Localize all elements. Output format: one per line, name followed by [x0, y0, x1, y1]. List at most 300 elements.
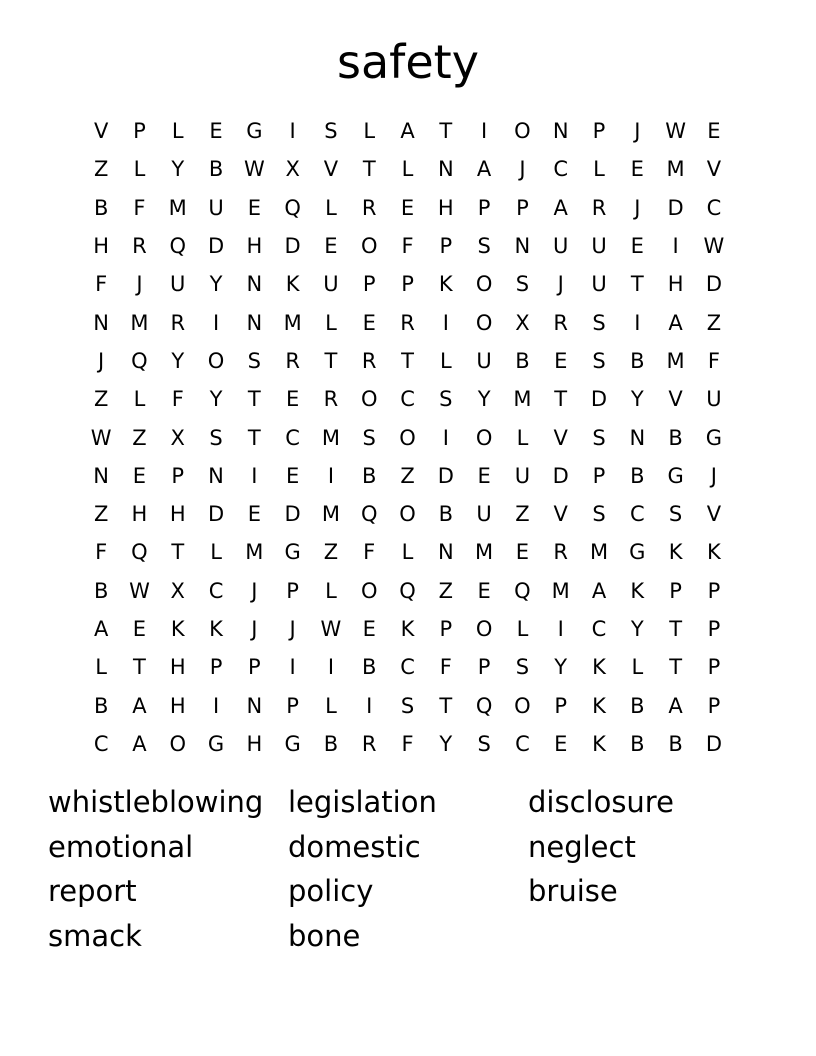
- grid-letter: C: [93, 731, 109, 756]
- grid-letter: P: [554, 693, 568, 718]
- grid-letter: R: [285, 348, 300, 373]
- grid-letter: N: [552, 119, 569, 144]
- grid-letter: D: [284, 502, 301, 527]
- grid-letter: J: [251, 617, 258, 641]
- grid-letter: I: [327, 655, 335, 680]
- grid-letter: S: [247, 348, 261, 373]
- grid-letter: T: [247, 387, 261, 412]
- grid-letter: C: [629, 502, 645, 527]
- grid-letter: F: [401, 234, 414, 259]
- grid-letter: V: [668, 387, 683, 412]
- grid-letter: L: [325, 578, 337, 603]
- grid-letter: Z: [323, 540, 339, 565]
- grid-letter: D: [284, 234, 301, 259]
- grid-letter: R: [400, 310, 415, 335]
- grid-letter: I: [442, 425, 449, 450]
- grid-letter: P: [401, 272, 414, 297]
- grid-letter: I: [366, 693, 373, 718]
- grid-letter: X: [515, 310, 530, 335]
- grid-letter: S: [592, 310, 606, 335]
- grid-letter: V: [93, 119, 109, 144]
- grid-letter: O: [475, 617, 493, 641]
- grid-letter: K: [592, 655, 606, 680]
- grid-letter: O: [207, 348, 225, 373]
- grid-letter: S: [324, 119, 338, 144]
- grid-letter: L: [325, 195, 337, 220]
- grid-letter: M: [245, 540, 264, 565]
- grid-letter: M: [589, 540, 609, 565]
- grid-letter: S: [362, 425, 376, 450]
- grid-letter: B: [668, 731, 683, 756]
- grid-letter: B: [93, 195, 109, 220]
- grid-letter: P: [592, 119, 606, 144]
- grid-letter: N: [246, 272, 263, 297]
- word-list-item: neglect: [528, 829, 636, 864]
- grid-letter: P: [209, 655, 223, 680]
- grid-letter: P: [707, 617, 721, 641]
- grid-letter: I: [327, 463, 335, 488]
- page-title: safety: [337, 35, 479, 89]
- grid-letter: E: [477, 578, 491, 603]
- grid-letter: S: [209, 425, 223, 450]
- grid-letter: S: [439, 387, 453, 412]
- grid-letter: Y: [209, 387, 223, 412]
- grid-letter: A: [132, 693, 147, 718]
- grid-letter: Q: [475, 693, 493, 718]
- grid-letter: S: [477, 234, 491, 259]
- grid-letter: R: [361, 348, 377, 373]
- grid-letter: Z: [438, 578, 454, 603]
- grid-letter: F: [95, 540, 108, 565]
- grid-letter: X: [285, 157, 300, 182]
- grid-letter: O: [475, 272, 493, 297]
- grid-letter: Q: [131, 540, 148, 565]
- grid-letter: G: [246, 119, 263, 144]
- grid-letter: E: [132, 617, 147, 641]
- grid-letter: Y: [554, 655, 568, 680]
- grid-letter: A: [591, 578, 607, 603]
- word-list-item: legislation: [288, 785, 437, 819]
- grid-letter: F: [707, 348, 720, 373]
- grid-letter: K: [592, 731, 606, 756]
- grid-letter: I: [212, 310, 220, 335]
- word-list-item: policy: [288, 874, 374, 908]
- grid-letter: M: [283, 310, 302, 335]
- grid-letter: B: [630, 693, 645, 718]
- grid-letter: T: [439, 119, 453, 144]
- grid-letter: P: [133, 119, 146, 144]
- grid-letter: J: [519, 157, 526, 182]
- grid-letter: N: [93, 310, 109, 335]
- grid-letter: W: [243, 157, 265, 182]
- grid-letter: C: [515, 731, 530, 756]
- grid-letter: H: [93, 234, 110, 259]
- grid-letter: V: [706, 502, 722, 527]
- grid-letter: R: [553, 310, 568, 335]
- grid-letter: I: [212, 693, 220, 718]
- grid-letter: D: [590, 387, 608, 412]
- grid-letter: J: [557, 272, 564, 297]
- grid-letter: R: [361, 731, 377, 756]
- grid-letter: M: [130, 310, 149, 335]
- grid-letter: P: [439, 234, 453, 259]
- grid-letter: I: [251, 463, 258, 488]
- grid-letter: U: [476, 348, 492, 373]
- grid-letter: I: [481, 119, 488, 144]
- grid-letter: M: [513, 387, 532, 412]
- grid-letter: H: [169, 502, 186, 527]
- grid-letter: P: [707, 578, 721, 603]
- grid-letter: Z: [706, 310, 722, 335]
- word-list-item: bruise: [528, 874, 618, 908]
- grid-letter: H: [169, 693, 186, 718]
- grid-letter: Z: [515, 502, 530, 527]
- grid-letter: R: [361, 195, 377, 220]
- grid-letter: Y: [171, 348, 185, 373]
- grid-letter: B: [93, 693, 109, 718]
- grid-letter: J: [634, 119, 641, 144]
- grid-letter: Y: [630, 387, 644, 412]
- grid-letter: D: [552, 463, 569, 488]
- grid-letter: S: [515, 655, 530, 680]
- grid-letter: G: [284, 731, 301, 756]
- grid-letter: E: [477, 463, 491, 488]
- word-list-item: smack: [48, 918, 142, 953]
- grid-letter: E: [209, 119, 223, 144]
- grid-letter: D: [705, 272, 722, 297]
- grid-letter: T: [324, 348, 338, 373]
- grid-letter: E: [362, 310, 376, 335]
- grid-letter: E: [630, 234, 644, 259]
- grid-letter: G: [284, 540, 301, 565]
- grid-letter: P: [707, 693, 721, 718]
- grid-letter: L: [516, 617, 529, 641]
- grid-letter: P: [477, 655, 491, 680]
- grid-letter: F: [133, 195, 146, 220]
- grid-letter: C: [553, 157, 569, 182]
- grid-letter: O: [514, 693, 531, 718]
- grid-letter: P: [439, 617, 453, 641]
- grid-letter: N: [437, 157, 454, 182]
- grid-letter: A: [668, 693, 683, 718]
- word-list-item: disclosure: [528, 785, 674, 819]
- grid-letter: C: [706, 195, 722, 220]
- grid-letter: B: [668, 425, 683, 450]
- grid-letter: Y: [477, 387, 491, 412]
- grid-letter: O: [360, 387, 378, 412]
- grid-letter: X: [170, 425, 185, 450]
- grid-letter: I: [289, 119, 296, 144]
- grid-letter: V: [706, 157, 722, 182]
- grid-letter: R: [132, 234, 147, 259]
- grid-letter: E: [247, 502, 261, 527]
- word-list-item: bone: [288, 918, 361, 953]
- grid-letter: N: [246, 310, 263, 335]
- grid-letter: K: [707, 540, 721, 565]
- grid-letter: L: [325, 693, 337, 718]
- grid-letter: H: [131, 502, 148, 527]
- grid-letter: C: [285, 425, 300, 450]
- grid-letter: O: [514, 119, 531, 144]
- grid-letter: M: [321, 502, 340, 527]
- grid-letter: U: [553, 234, 569, 259]
- grid-letter: A: [132, 731, 147, 756]
- grid-letter: J: [634, 195, 641, 220]
- grid-letter: L: [133, 157, 146, 182]
- grid-letter: J: [136, 272, 143, 297]
- grid-letter: K: [285, 272, 300, 297]
- grid-letter: U: [476, 502, 492, 527]
- grid-letter: Z: [93, 387, 109, 412]
- grid-letter: P: [669, 578, 682, 603]
- grid-letter: F: [171, 387, 184, 412]
- grid-letter: T: [247, 425, 261, 450]
- grid-letter: R: [553, 540, 568, 565]
- grid-letter: M: [321, 425, 340, 450]
- grid-letter: L: [210, 540, 222, 565]
- grid-letter: M: [168, 195, 187, 220]
- letter-grid: [82, 112, 733, 763]
- grid-letter: T: [133, 655, 146, 680]
- grid-letter: E: [362, 617, 376, 641]
- grid-letter: Q: [399, 578, 416, 603]
- grid-letter: K: [400, 617, 415, 641]
- grid-letter: E: [285, 387, 300, 412]
- grid-letter: F: [363, 540, 376, 565]
- grid-letter: P: [477, 195, 491, 220]
- grid-letter: P: [171, 463, 185, 488]
- grid-letter: D: [207, 234, 225, 259]
- grid-letter: D: [667, 195, 684, 220]
- grid-letter: O: [399, 502, 416, 527]
- grid-letter: L: [401, 157, 414, 182]
- grid-letter: H: [246, 234, 263, 259]
- grid-letter: S: [400, 693, 415, 718]
- grid-letter: S: [477, 731, 491, 756]
- grid-letter: T: [439, 693, 453, 718]
- grid-letter: Y: [630, 617, 644, 641]
- grid-letter: U: [208, 195, 224, 220]
- word-list-item: report: [48, 874, 137, 908]
- grid-letter: T: [669, 655, 683, 680]
- grid-letter: K: [209, 617, 223, 641]
- grid-letter: G: [207, 731, 225, 756]
- grid-letter: E: [554, 731, 568, 756]
- grid-letter: L: [95, 655, 107, 680]
- grid-letter: C: [591, 617, 607, 641]
- grid-letter: K: [438, 272, 453, 297]
- grid-letter: G: [629, 540, 646, 565]
- grid-letter: T: [554, 387, 568, 412]
- grid-letter: H: [246, 731, 263, 756]
- grid-letter: T: [362, 157, 376, 182]
- grid-letter: R: [591, 195, 607, 220]
- grid-letter: L: [325, 310, 337, 335]
- grid-letter: W: [90, 425, 112, 450]
- grid-letter: B: [323, 731, 339, 756]
- grid-letter: O: [475, 310, 493, 335]
- grid-letter: B: [630, 348, 645, 373]
- word-list-item: whistleblowing: [48, 785, 264, 819]
- grid-letter: L: [631, 655, 644, 680]
- grid-letter: W: [129, 578, 150, 603]
- word-list-item: emotional: [48, 829, 194, 864]
- grid-letter: L: [133, 387, 146, 412]
- grid-letter: J: [710, 463, 717, 488]
- grid-letter: G: [667, 463, 684, 488]
- grid-letter: A: [400, 119, 415, 144]
- grid-letter: V: [553, 502, 568, 527]
- grid-letter: C: [400, 655, 415, 680]
- grid-letter: P: [286, 693, 299, 718]
- grid-letter: M: [666, 348, 685, 373]
- grid-letter: V: [553, 425, 568, 450]
- grid-letter: N: [208, 463, 224, 488]
- grid-letter: T: [401, 348, 414, 373]
- grid-letter: U: [323, 272, 339, 297]
- grid-letter: K: [630, 578, 645, 603]
- grid-letter: Q: [284, 195, 301, 220]
- grid-letter: U: [706, 387, 722, 412]
- grid-letter: A: [553, 195, 568, 220]
- grid-letter: Z: [93, 157, 109, 182]
- grid-letter: P: [248, 655, 261, 680]
- grid-letter: G: [705, 425, 723, 450]
- grid-letter: A: [476, 157, 492, 182]
- grid-letter: A: [93, 617, 109, 641]
- grid-letter: P: [707, 655, 721, 680]
- grid-letter: E: [132, 463, 147, 488]
- grid-letter: B: [630, 731, 645, 756]
- grid-letter: K: [170, 617, 185, 641]
- grid-letter: J: [98, 348, 105, 373]
- grid-letter: E: [707, 119, 721, 144]
- grid-letter: Y: [171, 157, 185, 182]
- grid-letter: L: [439, 348, 452, 373]
- grid-letter: N: [246, 693, 263, 718]
- grid-letter: Q: [169, 234, 186, 259]
- grid-letter: S: [515, 272, 530, 297]
- grid-letter: P: [592, 463, 606, 488]
- grid-letter: K: [668, 540, 683, 565]
- grid-letter: M: [551, 578, 570, 603]
- grid-letter: N: [629, 425, 646, 450]
- grid-letter: B: [362, 463, 377, 488]
- grid-letter: B: [515, 348, 530, 373]
- grid-letter: S: [592, 348, 606, 373]
- word-list: [48, 782, 768, 960]
- grid-letter: D: [207, 502, 225, 527]
- grid-letter: T: [171, 540, 185, 565]
- word-list-item: domestic: [288, 829, 421, 864]
- grid-letter: B: [208, 157, 224, 182]
- grid-letter: E: [247, 195, 261, 220]
- grid-letter: I: [557, 617, 564, 641]
- grid-letter: C: [400, 387, 415, 412]
- grid-letter: E: [324, 234, 338, 259]
- grid-letter: P: [362, 272, 376, 297]
- grid-letter: M: [666, 157, 685, 182]
- grid-letter: U: [591, 272, 607, 297]
- grid-letter: X: [170, 578, 185, 603]
- grid-letter: P: [286, 578, 299, 603]
- grid-letter: H: [169, 655, 186, 680]
- grid-letter: Y: [209, 272, 223, 297]
- grid-letter: L: [363, 119, 376, 144]
- grid-letter: E: [554, 348, 568, 373]
- grid-letter: D: [437, 463, 454, 488]
- grid-letter: H: [667, 272, 684, 297]
- grid-letter: S: [592, 502, 606, 527]
- grid-letter: E: [630, 157, 644, 182]
- grid-letter: R: [323, 387, 339, 412]
- grid-letter: Z: [400, 463, 415, 488]
- grid-letter: Q: [360, 502, 378, 527]
- grid-letter: Q: [514, 578, 531, 603]
- grid-letter: P: [516, 195, 529, 220]
- grid-letter: C: [208, 578, 224, 603]
- grid-letter: N: [437, 540, 454, 565]
- grid-letter: D: [705, 731, 722, 756]
- grid-letter: F: [401, 731, 414, 756]
- grid-letter: N: [93, 463, 109, 488]
- grid-letter: W: [703, 234, 725, 259]
- grid-letter: L: [401, 540, 414, 565]
- grid-letter: E: [285, 463, 300, 488]
- grid-letter: Y: [439, 731, 453, 756]
- grid-letter: K: [592, 693, 606, 718]
- grid-letter: I: [634, 310, 641, 335]
- grid-letter: I: [289, 655, 296, 680]
- grid-letter: N: [514, 234, 531, 259]
- grid-letter: R: [170, 310, 186, 335]
- grid-letter: B: [630, 463, 645, 488]
- grid-letter: U: [591, 234, 607, 259]
- grid-letter: E: [400, 195, 415, 220]
- grid-letter: L: [171, 119, 184, 144]
- grid-letter: O: [475, 425, 493, 450]
- grid-letter: T: [630, 272, 644, 297]
- grid-letter: W: [320, 617, 342, 641]
- grid-letter: M: [475, 540, 494, 565]
- grid-letter: H: [437, 195, 454, 220]
- grid-letter: J: [289, 617, 296, 641]
- grid-letter: U: [170, 272, 186, 297]
- grid-letter: O: [399, 425, 416, 450]
- grid-letter: S: [592, 425, 606, 450]
- grid-letter: F: [95, 272, 108, 297]
- grid-letter: V: [323, 157, 339, 182]
- grid-letter: J: [251, 578, 258, 603]
- grid-letter: T: [669, 617, 683, 641]
- grid-letter: E: [515, 540, 530, 565]
- grid-letter: S: [668, 502, 683, 527]
- grid-letter: I: [442, 310, 449, 335]
- grid-letter: F: [439, 655, 452, 680]
- grid-letter: O: [169, 731, 186, 756]
- grid-letter: A: [668, 310, 683, 335]
- grid-letter: W: [665, 119, 686, 144]
- grid-letter: B: [362, 655, 377, 680]
- grid-letter: B: [93, 578, 109, 603]
- grid-letter: L: [593, 157, 605, 182]
- grid-letter: Q: [131, 348, 148, 373]
- grid-letter: Z: [132, 425, 147, 450]
- grid-letter: B: [438, 502, 454, 527]
- grid-letter: L: [516, 425, 529, 450]
- grid-letter: U: [514, 463, 531, 488]
- grid-letter: O: [360, 578, 378, 603]
